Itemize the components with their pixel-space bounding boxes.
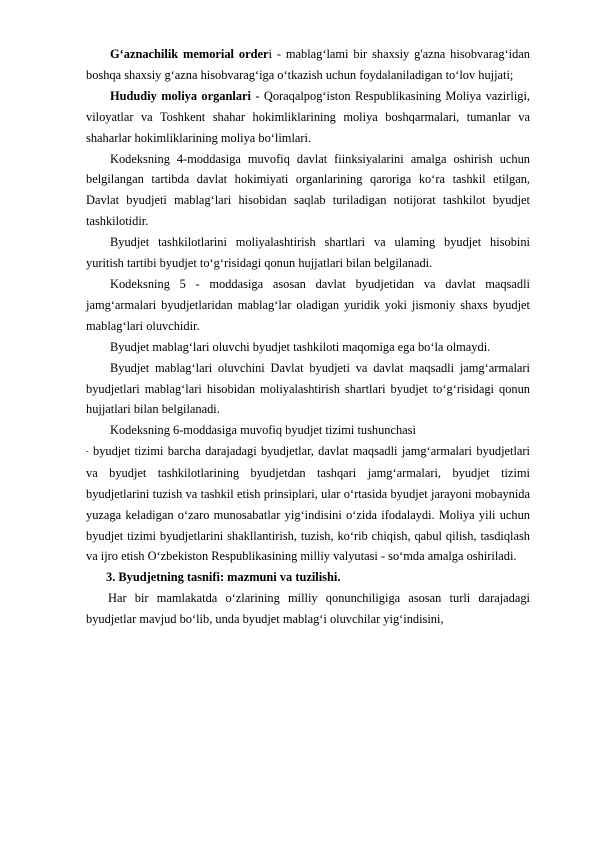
paragraph-national-budgets bbox=[86, 588, 530, 630]
section-heading: 3. Byudjetning tasnifi: mazmuni va tuzilishi. bbox=[106, 570, 341, 585]
paragraph-text: byudjet tizimi barcha darajadagi byudjetlar, davlat maqsadli jamg‘armalari byudjetlari va byudjet tashkilotlarining byudjetdan tashqari jamg‘armalari, byudjet tizimi byudjetlarini tuzish va tashkil etish prinsiplari, ular o‘rtasida byudjet jarayoni mobaynida yuzaga keladigan o‘zaro munosabatlar yig‘indisini o‘zida ifodalaydi. Moliya yili uchun byudjet tizimi byudjetlarini shakllantirish, tuzish, ko‘rib chiqish, qabul qilish, tasdiqlash va ijro etish O‘zbekiston Respublikasining milliy valyutasi - so‘mda amalga oshiriladi. bbox=[86, 444, 530, 564]
paragraph-text: - Qoraqalpog‘iston Respublikasining Moliya vazirligi, viloyatlar va Toshkent shahar hokimliklarining moliya boshqarmalari, tumanlar va shaharlar hokimliklarining moliya bo‘limlari. bbox=[86, 88, 530, 145]
term-regional-finance: Hududiy moliya organlari bbox=[110, 88, 251, 103]
paragraph-text: Har bir mamlakatda o‘zlarining milliy qonunchiligiga asosan turli darajadagi byudjetlar mavjud bo‘lib, unda byudjet mablag‘i oluvchilar yig‘indisini, bbox=[86, 591, 530, 627]
paragraph-regional-finance bbox=[86, 86, 530, 149]
paragraph-article-4 bbox=[86, 149, 530, 233]
paragraph-text: - mablag‘lami bir shaxsiy g'azna hisobvarag‘idan boshqa shaxsiy g‘azna hisobvarag‘iga o‘tkazish uchun foydalaniladigan to‘lov hujjati; bbox=[86, 47, 531, 82]
document-page bbox=[86, 44, 530, 630]
paragraph-recipient-financing bbox=[86, 358, 530, 421]
paragraph-text: Byudjet mablag‘lari oluvchini Davlat byudjeti va davlat maqsadli jamg‘armalari byudjetlari mablag‘lari hisobidan moliyalashtirish shartlari byudjet to‘g‘risidagi qonun hujjatlari bilan belgilanadi. bbox=[86, 360, 530, 417]
paragraph-text: Kodeksning 5 - moddasiga asosan davlat byudjetidan va davlat maqsadli jamg‘armalari byudjetlaridan mablag‘lar oladigan yuridik yoki jismoniy shaxs byudjet mablag‘lari oluvchidir. bbox=[86, 276, 530, 333]
paragraph-text: Byudjet tashkilotlarini moliyalashtirish shartlari va ulaming byudjet hisobini yuritish tartibi byudjet to‘g‘risidagi qonun hujjatlari bilan belgilanadi. bbox=[86, 235, 530, 271]
paragraph-text: Kodeksning 6-moddasiga muvofiq byudjet tizimi tushunchasi bbox=[110, 423, 416, 438]
paragraph-text: Kodeksning 4-moddasiga muvofiq davlat fiinksiyalarini amalga oshirish uchun belgilangan tartibda davlat hokimiyati organlarining qaroriga ko‘ra tashkil etilgan, Davlat byudjeti mablag‘lari hisobidan saqlab turiladigan notijorat tashkilot byudjet tashkilotidir. bbox=[86, 151, 530, 229]
paragraph-recipient-status bbox=[86, 337, 530, 358]
paragraph-financing-conditions bbox=[86, 232, 530, 274]
term-memorial-order-tail: i bbox=[268, 47, 272, 61]
paragraph-article-5 bbox=[86, 274, 530, 337]
paragraph-memorial-order bbox=[86, 44, 530, 86]
paragraph-article-6 bbox=[86, 420, 530, 441]
paragraph-budget-system bbox=[86, 441, 530, 567]
bullet-dash: - bbox=[86, 446, 89, 456]
term-memorial-order: G‘aznachilik memorial order bbox=[110, 47, 269, 61]
paragraph-text: Byudjet mablag‘lari oluvchi byudjet tashkiloti maqomiga ega bo‘la olmaydi. bbox=[110, 339, 491, 354]
